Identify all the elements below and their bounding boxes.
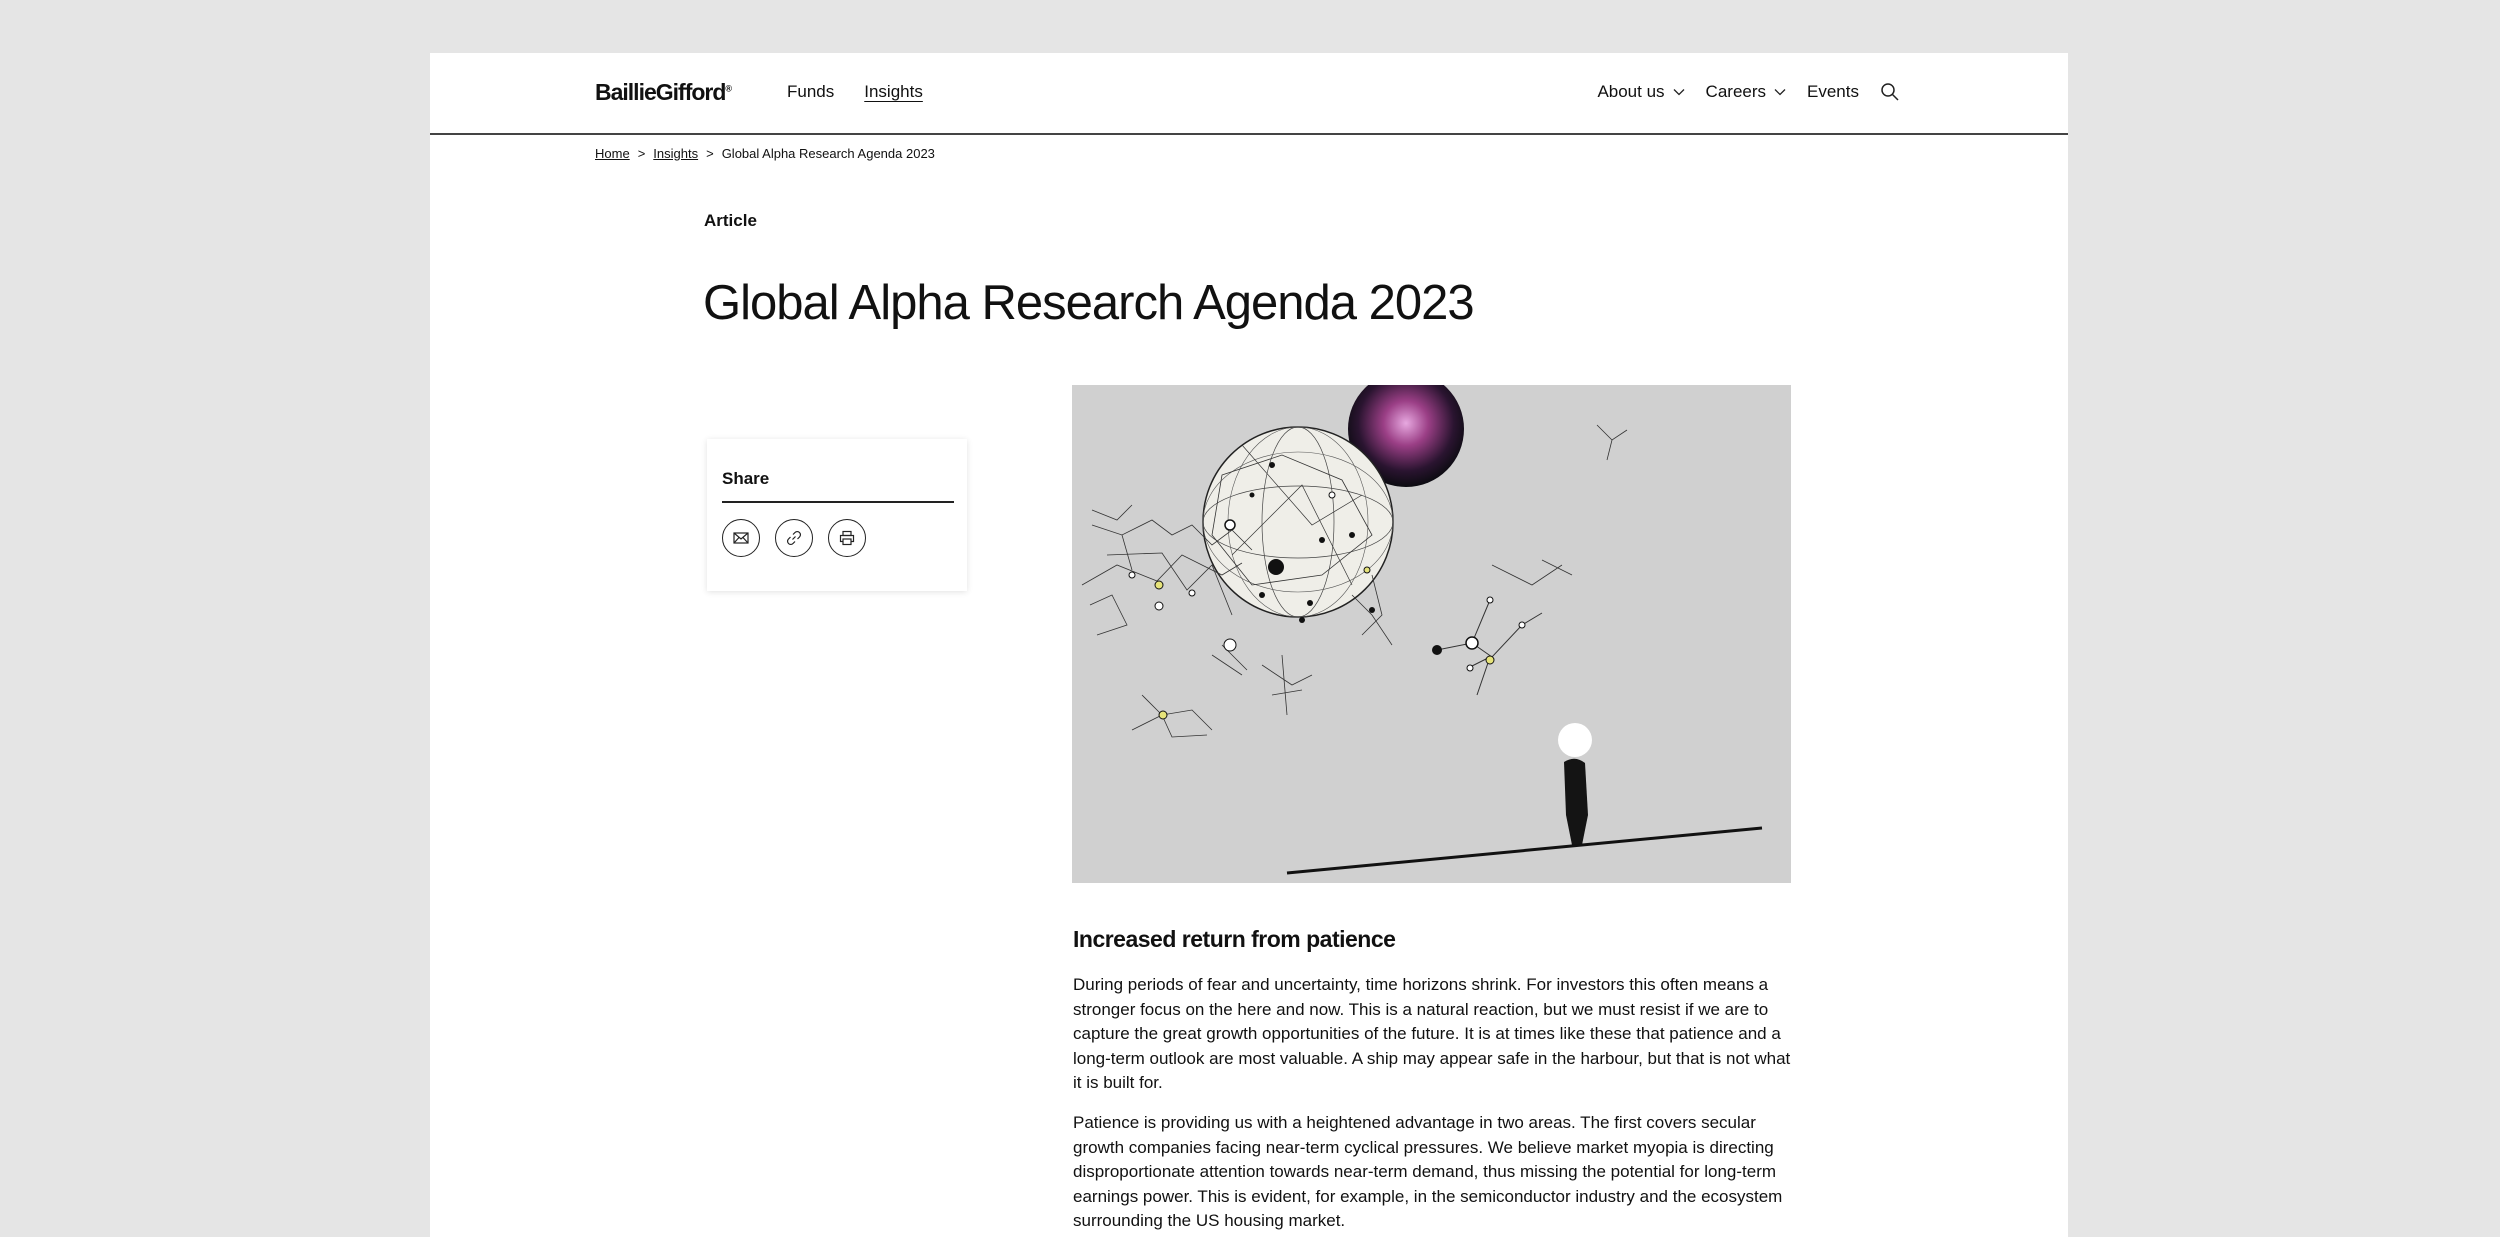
share-email-button[interactable]: [722, 519, 760, 557]
section-heading: Increased return from patience: [1073, 926, 1396, 952]
chevron-down-icon: [1774, 86, 1786, 98]
primary-nav: [787, 82, 923, 102]
nav-careers[interactable]: [1706, 82, 1786, 102]
nav-events-label: Events: [1807, 82, 1859, 101]
search-icon[interactable]: [1880, 82, 1900, 102]
article-paragraph: During periods of fear and uncertainty, time horizons shrink. For investors this often means a stronger focus on the here and now. This is a natural reaction, but we must resist if we are to capture the great growth opportunities of the future. It is at times like these that patience and a long-term outlook are most valuable. A ship may appear safe in the harbour, but that is not what it is built for.: [1073, 975, 1791, 1092]
breadcrumb-separator: >: [637, 146, 646, 161]
ground-line: [1287, 828, 1762, 873]
link-icon: [785, 529, 803, 547]
page-title: Global Alpha Research Agenda 2023: [703, 276, 1474, 330]
nav-careers-label: Careers: [1705, 82, 1767, 101]
network-sphere-illustration: [1072, 385, 1791, 883]
logo-text: BaillieGifford: [595, 79, 726, 105]
nav-about-us-label: About us: [1597, 82, 1665, 101]
site-header: [430, 53, 2068, 135]
logo-trademark: ®: [725, 83, 732, 94]
breadcrumb-insights[interactable]: Insights: [653, 146, 699, 161]
article-type-label: Article: [704, 211, 757, 230]
breadcrumb-separator: >: [706, 146, 714, 161]
email-icon: [732, 529, 750, 547]
page-container: [430, 53, 2068, 1237]
breadcrumb-current: Global Alpha Research Agenda 2023: [721, 146, 935, 161]
breadcrumb: [595, 146, 935, 161]
share-panel: [707, 439, 967, 591]
share-buttons: [722, 519, 866, 557]
secondary-nav: [1597, 82, 1900, 102]
standing-figure: [1558, 723, 1592, 845]
share-label: Share: [722, 469, 770, 488]
article-paragraph: Patience is providing us with a heightened advantage in two areas. The first covers secular growth companies facing near-term cyclical pressures. We believe market myopia is directing disproportionate attention towards near-term demand, thus missing the potential for long-term earnings power. This is evident, for example, in the semiconductor industry and the ecosystem surrounding the US housing market.: [1073, 1113, 1783, 1230]
network-sphere: [1203, 427, 1393, 617]
nav-about-us[interactable]: [1597, 82, 1684, 102]
share-print-button[interactable]: [828, 519, 866, 557]
nav-insights[interactable]: Insights: [864, 82, 923, 101]
print-icon: [838, 529, 856, 547]
nav-funds[interactable]: Funds: [787, 82, 835, 101]
share-divider: [722, 501, 954, 503]
constellation-right: [1432, 597, 1542, 695]
share-copy-link-button[interactable]: [775, 519, 813, 557]
baillie-gifford-logo[interactable]: [595, 79, 731, 106]
chevron-down-icon: [1673, 86, 1685, 98]
breadcrumb-home[interactable]: Home: [595, 146, 630, 161]
nav-events[interactable]: [1807, 82, 1859, 102]
hero-illustration: [1072, 385, 1791, 883]
